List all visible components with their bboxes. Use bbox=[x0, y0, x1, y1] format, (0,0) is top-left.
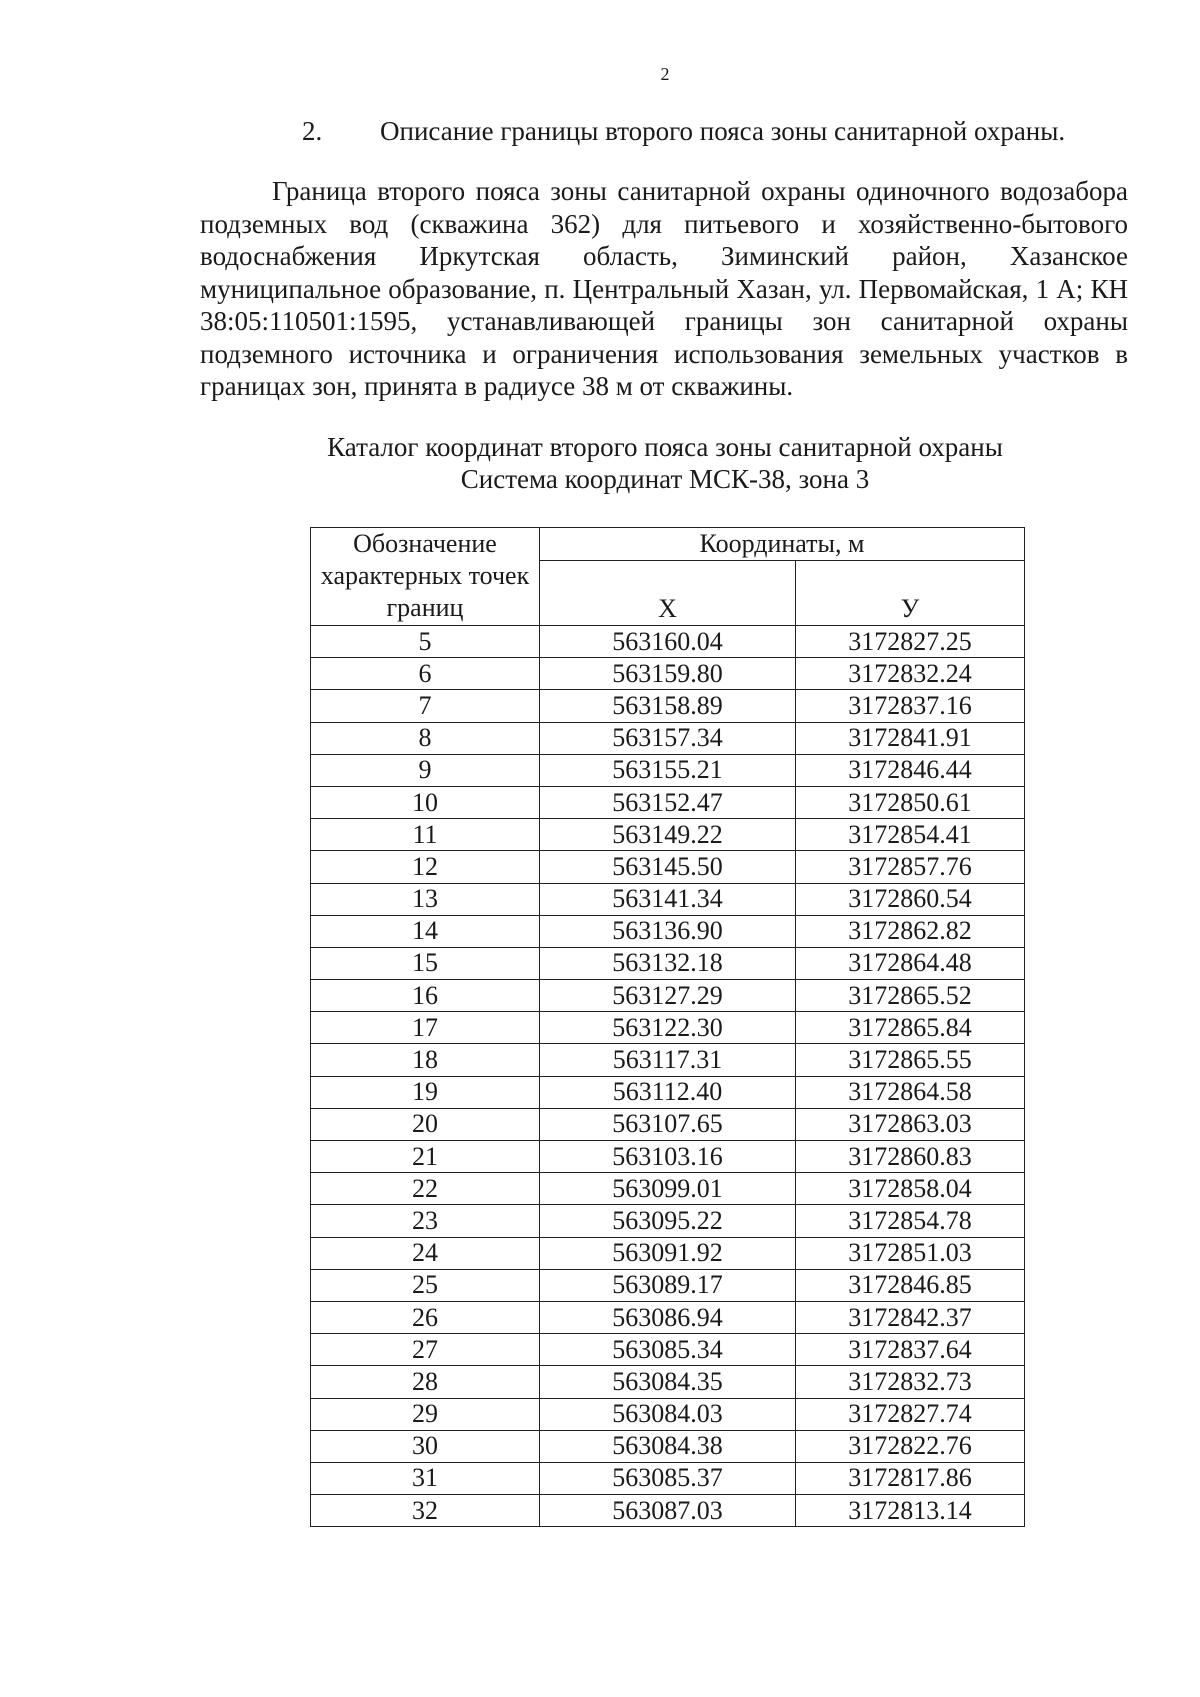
point-number-cell: 8 bbox=[311, 722, 540, 754]
x-coordinate-cell: 563152.47 bbox=[540, 786, 796, 818]
x-coordinate-cell: 563145.50 bbox=[540, 851, 796, 883]
y-coordinate-cell: 3172864.48 bbox=[796, 947, 1025, 979]
x-coordinate-cell: 563084.38 bbox=[540, 1430, 796, 1462]
y-coordinate-cell: 3172865.55 bbox=[796, 1044, 1025, 1076]
x-coordinate-cell: 563127.29 bbox=[540, 980, 796, 1012]
coordinates-table-body bbox=[311, 626, 1025, 1527]
point-number-cell: 24 bbox=[311, 1237, 540, 1269]
point-number-cell: 7 bbox=[311, 690, 540, 722]
point-number-cell: 13 bbox=[311, 883, 540, 915]
x-coordinate-cell: 563091.92 bbox=[540, 1237, 796, 1269]
table-row bbox=[311, 1076, 1025, 1108]
point-number-cell: 19 bbox=[311, 1076, 540, 1108]
y-coordinate-cell: 3172854.78 bbox=[796, 1205, 1025, 1237]
point-number-cell: 18 bbox=[311, 1044, 540, 1076]
table-row bbox=[311, 1044, 1025, 1076]
section-title: Описание границы второго пояса зоны санитарной охраны. bbox=[380, 116, 1066, 146]
point-number-cell: 6 bbox=[311, 658, 540, 690]
table-row bbox=[311, 1462, 1025, 1494]
x-coordinate-cell: 563136.90 bbox=[540, 915, 796, 947]
table-row bbox=[311, 1141, 1025, 1173]
point-number-cell: 31 bbox=[311, 1462, 540, 1494]
point-number-cell: 11 bbox=[311, 819, 540, 851]
description-paragraph: Граница второго пояса зоны санитарной охраны одиночного водозабора подземных вод (скважина 362) для питьевого и хозяйственно-бытового водоснабжения Иркутская область, Зиминский район, Хазанское муниципальное образование, п. Центральный Хазан, ул. Первомайская, 1 А; КН 38:05:110501:1595, устанавливающей границы зон санитарной охраны подземного источника и ограничения использования земельных участков в границах зон, принята в радиусе 38 м от скважины. bbox=[200, 176, 1128, 401]
table-row bbox=[311, 786, 1025, 818]
point-number-cell: 17 bbox=[311, 1012, 540, 1044]
table-row bbox=[311, 1301, 1025, 1333]
x-coordinate-cell: 563107.65 bbox=[540, 1108, 796, 1140]
point-number-cell: 25 bbox=[311, 1269, 540, 1301]
y-coordinate-cell: 3172857.76 bbox=[796, 851, 1025, 883]
table-row bbox=[311, 1173, 1025, 1205]
y-coordinate-cell: 3172827.74 bbox=[796, 1398, 1025, 1430]
caption-coordinate-system: Система координат МСК-38, зона 3 bbox=[460, 464, 870, 494]
y-coordinate-cell: 3172864.58 bbox=[796, 1076, 1025, 1108]
x-coordinate-cell: 563158.89 bbox=[540, 690, 796, 722]
point-number-cell: 14 bbox=[311, 915, 540, 947]
y-coordinate-cell: 3172860.83 bbox=[796, 1141, 1025, 1173]
x-coordinate-cell: 563099.01 bbox=[540, 1173, 796, 1205]
point-number-cell: 5 bbox=[311, 626, 540, 658]
point-number-cell: 15 bbox=[311, 947, 540, 979]
point-number-cell: 20 bbox=[311, 1108, 540, 1140]
table-row bbox=[311, 1108, 1025, 1140]
point-number-cell: 27 bbox=[311, 1334, 540, 1366]
table-row bbox=[311, 754, 1025, 786]
x-coordinate-cell: 563160.04 bbox=[540, 626, 796, 658]
y-coordinate-cell: 3172863.03 bbox=[796, 1108, 1025, 1140]
page-number: 2 bbox=[660, 64, 670, 84]
table-row bbox=[311, 1430, 1025, 1462]
x-coordinate-cell: 563149.22 bbox=[540, 819, 796, 851]
point-number-cell: 32 bbox=[311, 1495, 540, 1527]
table-row bbox=[311, 915, 1025, 947]
point-number-cell: 16 bbox=[311, 980, 540, 1012]
table-row bbox=[311, 626, 1025, 658]
y-coordinate-cell: 3172832.24 bbox=[796, 658, 1025, 690]
table-row bbox=[311, 1366, 1025, 1398]
table-row bbox=[311, 658, 1025, 690]
table-row bbox=[311, 851, 1025, 883]
table-caption bbox=[200, 431, 1130, 495]
y-coordinate-cell: 3172850.61 bbox=[796, 786, 1025, 818]
table-row bbox=[311, 722, 1025, 754]
y-coordinate-cell: 3172865.84 bbox=[796, 1012, 1025, 1044]
point-number-cell: 12 bbox=[311, 851, 540, 883]
y-coordinate-cell: 3172817.86 bbox=[796, 1462, 1025, 1494]
x-coordinate-cell: 563089.17 bbox=[540, 1269, 796, 1301]
point-number-cell: 23 bbox=[311, 1205, 540, 1237]
point-number-cell: 9 bbox=[311, 754, 540, 786]
y-coordinate-cell: 3172837.64 bbox=[796, 1334, 1025, 1366]
header-y: У bbox=[796, 561, 1025, 626]
table-row bbox=[311, 1012, 1025, 1044]
header-coordinates: Координаты, м bbox=[540, 528, 1025, 561]
point-number-cell: 22 bbox=[311, 1173, 540, 1205]
point-number-cell: 29 bbox=[311, 1398, 540, 1430]
y-coordinate-cell: 3172846.85 bbox=[796, 1269, 1025, 1301]
x-coordinate-cell: 563084.35 bbox=[540, 1366, 796, 1398]
point-number-cell: 10 bbox=[311, 786, 540, 818]
y-coordinate-cell: 3172860.54 bbox=[796, 883, 1025, 915]
coordinates-table bbox=[310, 527, 1025, 1527]
table-row bbox=[311, 980, 1025, 1012]
point-number-cell: 26 bbox=[311, 1301, 540, 1333]
x-coordinate-cell: 563141.34 bbox=[540, 883, 796, 915]
x-coordinate-cell: 563087.03 bbox=[540, 1495, 796, 1527]
y-coordinate-cell: 3172813.14 bbox=[796, 1495, 1025, 1527]
y-coordinate-cell: 3172822.76 bbox=[796, 1430, 1025, 1462]
table-row bbox=[311, 1269, 1025, 1301]
table-row bbox=[311, 819, 1025, 851]
y-coordinate-cell: 3172858.04 bbox=[796, 1173, 1025, 1205]
y-coordinate-cell: 3172841.91 bbox=[796, 722, 1025, 754]
y-coordinate-cell: 3172842.37 bbox=[796, 1301, 1025, 1333]
y-coordinate-cell: 3172846.44 bbox=[796, 754, 1025, 786]
point-number-cell: 30 bbox=[311, 1430, 540, 1462]
y-coordinate-cell: 3172827.25 bbox=[796, 626, 1025, 658]
x-coordinate-cell: 563155.21 bbox=[540, 754, 796, 786]
y-coordinate-cell: 3172851.03 bbox=[796, 1237, 1025, 1269]
table-row bbox=[311, 690, 1025, 722]
table-row bbox=[311, 1398, 1025, 1430]
x-coordinate-cell: 563086.94 bbox=[540, 1301, 796, 1333]
y-coordinate-cell: 3172832.73 bbox=[796, 1366, 1025, 1398]
x-coordinate-cell: 563103.16 bbox=[540, 1141, 796, 1173]
x-coordinate-cell: 563159.80 bbox=[540, 658, 796, 690]
table-row bbox=[311, 1237, 1025, 1269]
y-coordinate-cell: 3172865.52 bbox=[796, 980, 1025, 1012]
x-coordinate-cell: 563117.31 bbox=[540, 1044, 796, 1076]
x-coordinate-cell: 563084.03 bbox=[540, 1398, 796, 1430]
table-row bbox=[311, 883, 1025, 915]
x-coordinate-cell: 563085.34 bbox=[540, 1334, 796, 1366]
x-coordinate-cell: 563122.30 bbox=[540, 1012, 796, 1044]
point-number-cell: 28 bbox=[311, 1366, 540, 1398]
caption-title: Каталог координат второго пояса зоны санитарной охраны bbox=[327, 432, 1003, 462]
y-coordinate-cell: 3172854.41 bbox=[796, 819, 1025, 851]
section-number: 2. bbox=[302, 116, 323, 146]
y-coordinate-cell: 3172862.82 bbox=[796, 915, 1025, 947]
section-heading bbox=[302, 116, 1065, 147]
table-row bbox=[311, 1205, 1025, 1237]
x-coordinate-cell: 563085.37 bbox=[540, 1462, 796, 1494]
table-row bbox=[311, 1334, 1025, 1366]
header-x: X bbox=[540, 561, 796, 626]
table-row bbox=[311, 1495, 1025, 1527]
x-coordinate-cell: 563157.34 bbox=[540, 722, 796, 754]
y-coordinate-cell: 3172837.16 bbox=[796, 690, 1025, 722]
x-coordinate-cell: 563132.18 bbox=[540, 947, 796, 979]
x-coordinate-cell: 563112.40 bbox=[540, 1076, 796, 1108]
header-designation: Обозначение характерных точек границ bbox=[311, 528, 540, 626]
point-number-cell: 21 bbox=[311, 1141, 540, 1173]
table-row bbox=[311, 947, 1025, 979]
x-coordinate-cell: 563095.22 bbox=[540, 1205, 796, 1237]
